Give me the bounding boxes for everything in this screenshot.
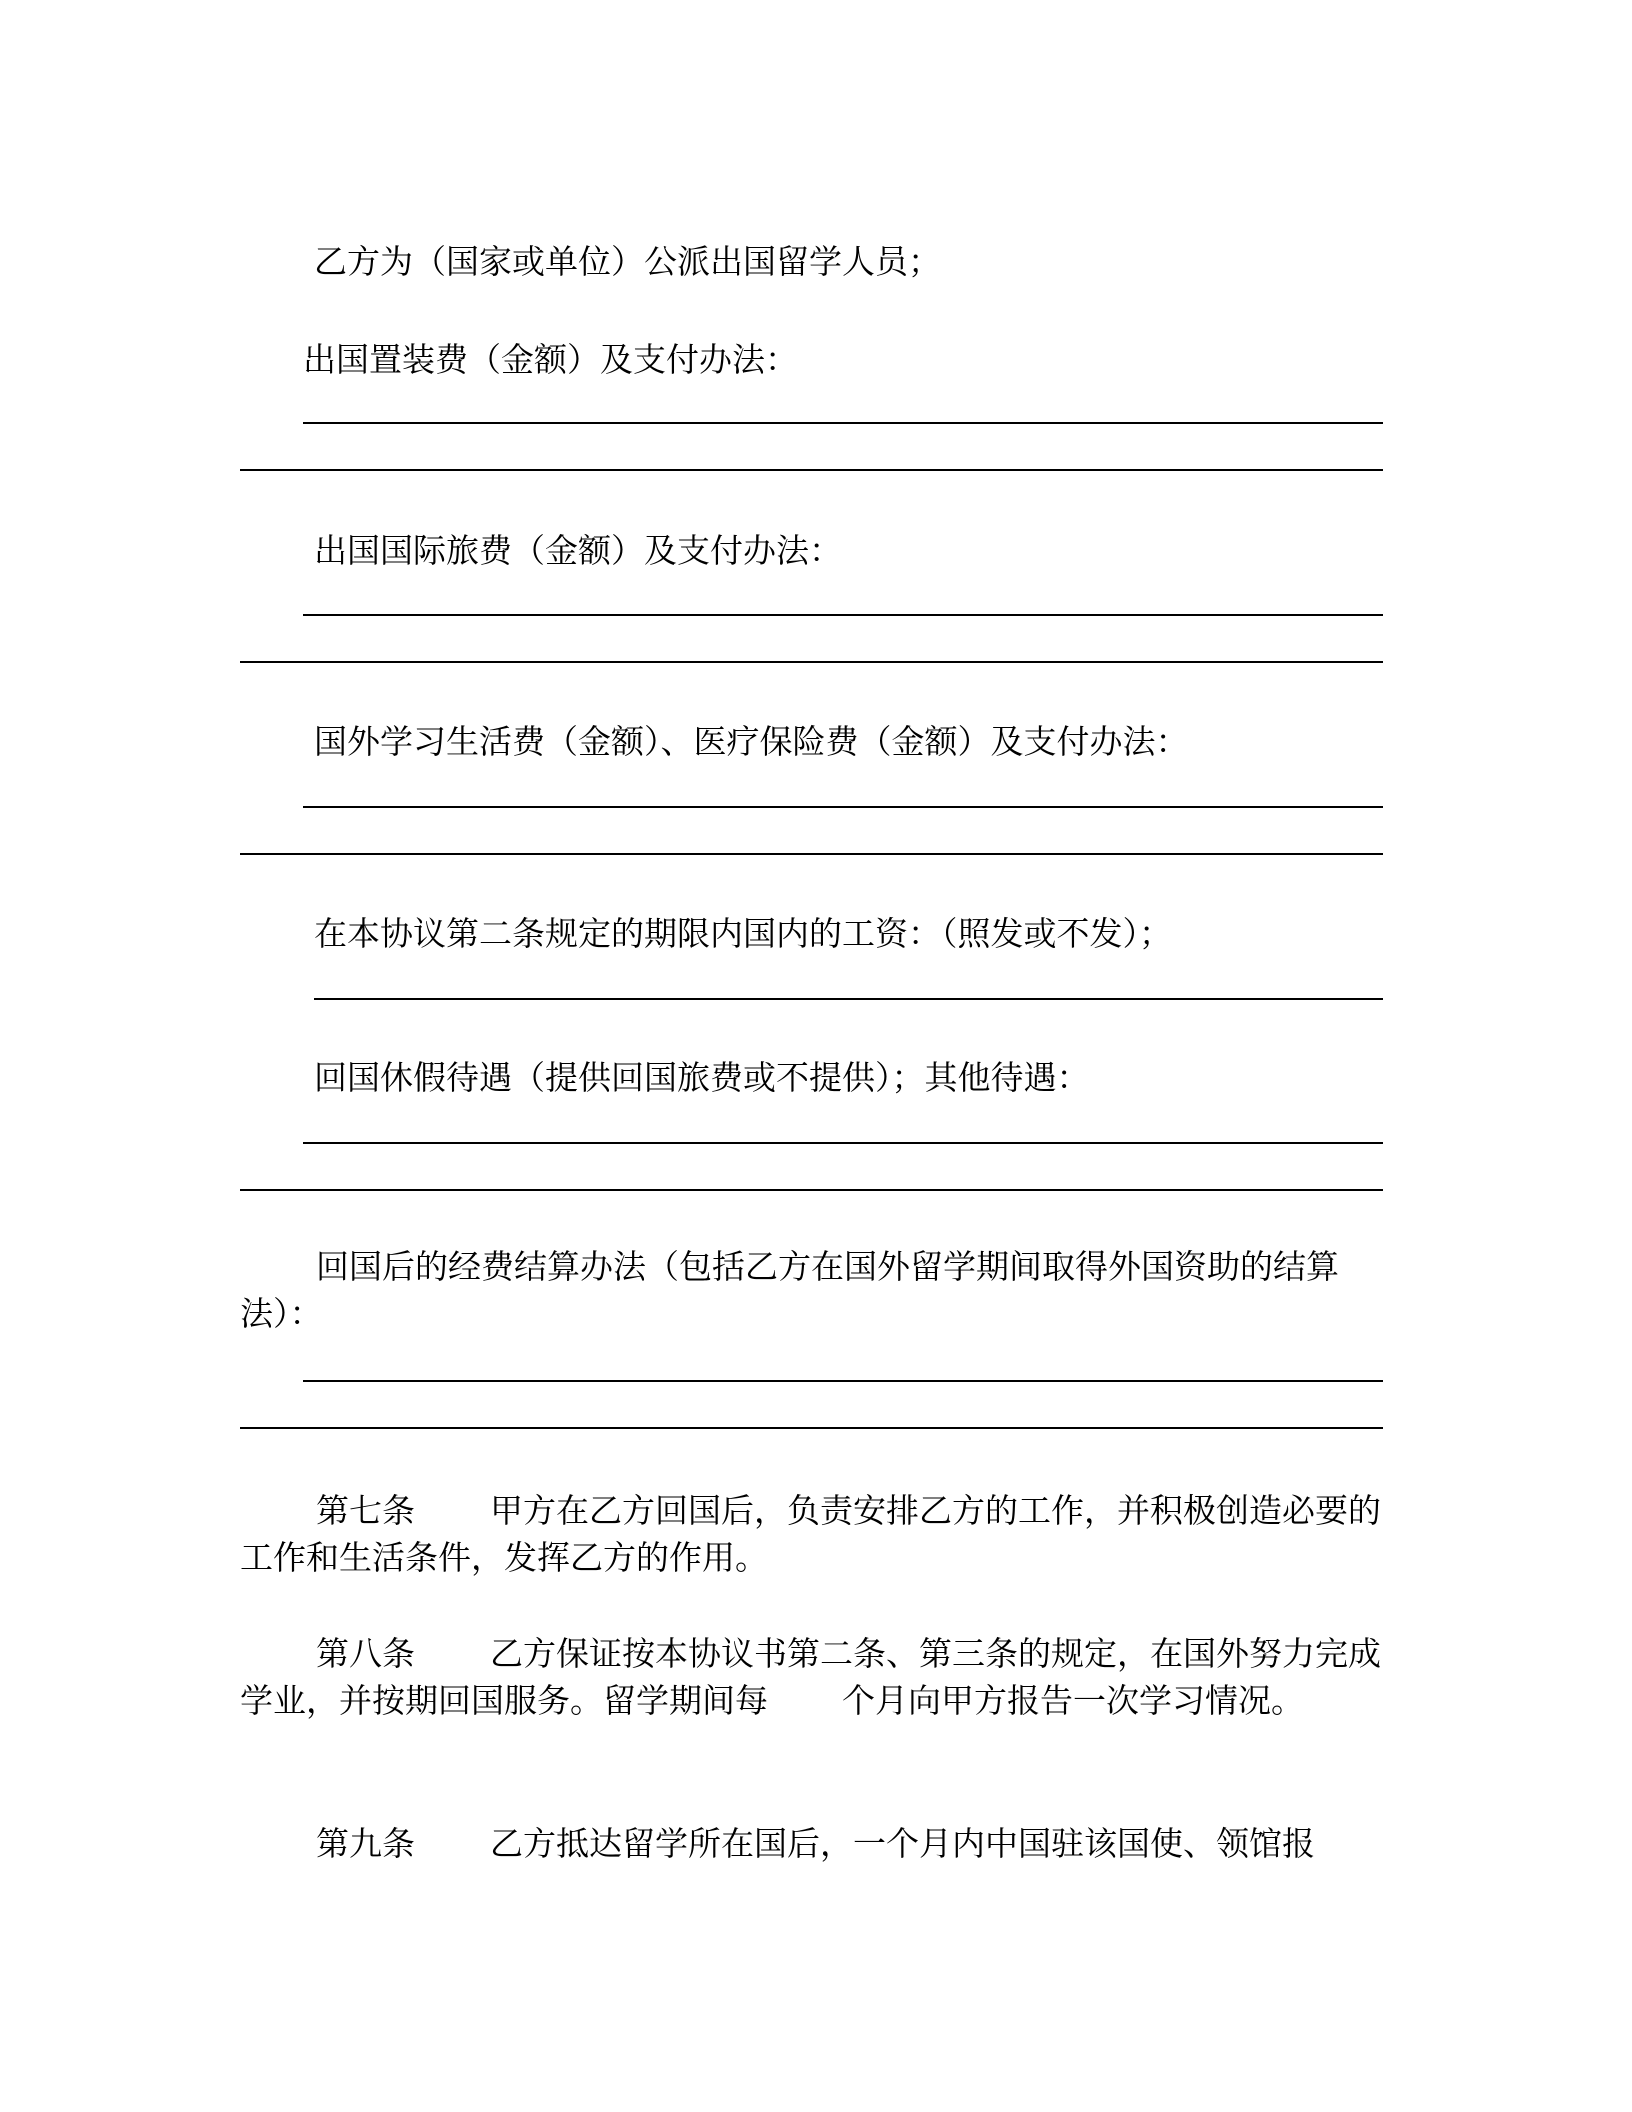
article-8-text-b: 个月向甲方报告一次学习情况。 (842, 1681, 1304, 1720)
fill-line (240, 661, 1383, 663)
article-8-heading: 第八条 (316, 1634, 415, 1673)
fill-line (303, 806, 1383, 808)
clause-domestic-salary: 在本协议第二条规定的期限内国内的工资：（照发或不发）； (314, 914, 1172, 953)
clause-settlement: 回国后的经费结算办法（包括乙方在国外留学期间取得外国资助的结算法）： (240, 1247, 1339, 1333)
clause-outfitting-fee: 出国置装费（金额）及支付办法： (303, 340, 798, 379)
fill-line (303, 1380, 1383, 1382)
clause-travel-fee: 出国国际旅费（金额）及支付办法： (314, 531, 842, 570)
article-9 (240, 1820, 1382, 1867)
article-7 (240, 1487, 1382, 1581)
fill-line (303, 1142, 1383, 1144)
fill-line (303, 614, 1383, 616)
fill-line (303, 422, 1383, 424)
fill-line (240, 1427, 1383, 1429)
article-9-heading: 第九条 (316, 1824, 415, 1863)
article-8-text-a: 乙方保证按本协议书第二条、第三条的规定，在国外努力完成学业，并按期回国服务。留学期间每 (240, 1634, 1381, 1720)
article-8 (240, 1630, 1382, 1724)
fill-line (314, 998, 1383, 1000)
clause-home-leave: 回国休假待遇（提供回国旅费或不提供）；其他待遇： (314, 1058, 1090, 1097)
clause-living-insurance-fee: 国外学习生活费（金额）、医疗保险费（金额）及支付办法： (314, 722, 1189, 761)
clause-sponsor-type: 乙方为（国家或单位）公派出国留学人员； (314, 242, 941, 281)
article-7-text: 甲方在乙方回国后，负责安排乙方的工作，并积极创造必要的工作和生活条件，发挥乙方的作用。 (240, 1491, 1381, 1577)
fill-line (240, 469, 1383, 471)
article-7-heading: 第七条 (316, 1491, 415, 1530)
article-9-text: 乙方抵达留学所在国后，一个月内中国驻该国使、领馆报 (490, 1824, 1315, 1863)
fill-line (240, 1189, 1383, 1191)
fill-line (240, 853, 1383, 855)
